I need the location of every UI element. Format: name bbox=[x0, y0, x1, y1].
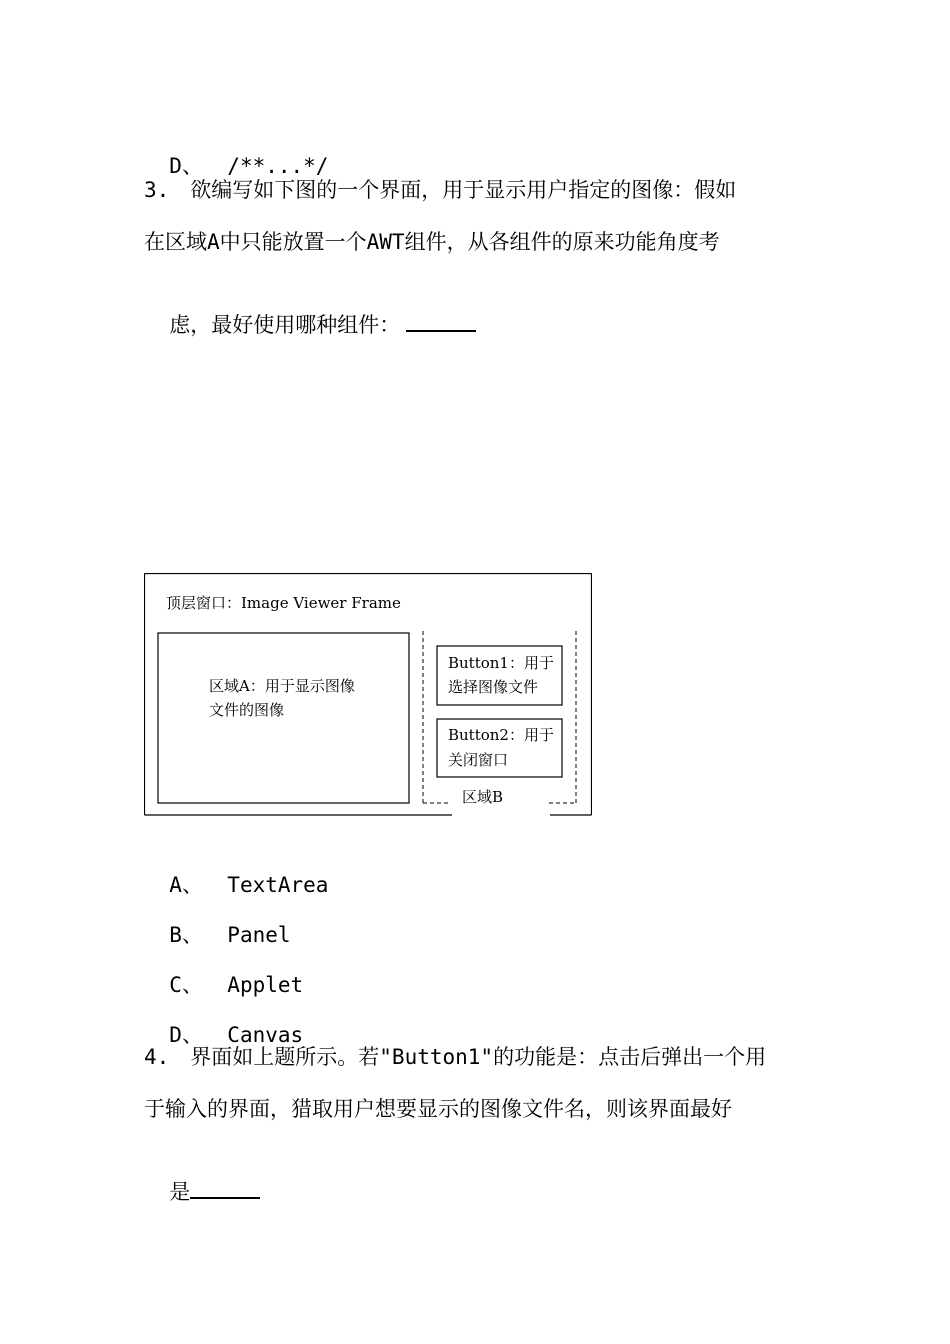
option-text: TextArea bbox=[227, 873, 329, 897]
q4-line-1: 4. 界面如上题所示。若"Button1"的功能是：点击后弹出一个用 bbox=[144, 1045, 767, 1069]
q3-line-2: 在区域A中只能放置一个AWT组件，从各组件的原来功能角度考 bbox=[144, 230, 720, 254]
option-b bbox=[144, 893, 291, 949]
option-text: /**...*/ bbox=[227, 154, 329, 178]
option-text: Canvas bbox=[227, 1023, 304, 1047]
area-a-label-2: 文件的图像 bbox=[209, 701, 285, 719]
option-d-prev bbox=[144, 124, 328, 180]
option-letter: B、 bbox=[169, 923, 203, 947]
option-letter: D、 bbox=[169, 1023, 203, 1047]
option-text: Applet bbox=[227, 973, 304, 997]
button2-label-2: 关闭窗口 bbox=[448, 751, 509, 769]
area-a-label-1: 区域A：用于显示图像 bbox=[209, 677, 355, 695]
option-a bbox=[144, 843, 328, 899]
area-b-label: 区域B bbox=[462, 788, 504, 806]
option-letter: A、 bbox=[169, 873, 203, 897]
option-letter: C、 bbox=[169, 973, 203, 997]
option-text: Panel bbox=[227, 923, 291, 947]
answer-blank bbox=[406, 308, 476, 332]
button1-label-1: Button1：用于 bbox=[448, 654, 554, 672]
window-title: 顶层窗口：Image Viewer Frame bbox=[166, 594, 401, 612]
gui-layout-figure bbox=[144, 573, 592, 816]
q4-line-2: 于输入的界面，猎取用户想要显示的图像文件名，则该界面最好 bbox=[144, 1097, 732, 1121]
option-letter: D、 bbox=[169, 154, 203, 178]
q4-line-3 bbox=[144, 1147, 260, 1206]
answer-blank bbox=[190, 1175, 260, 1199]
q3-line-3-text: 虑，最好使用哪种组件： bbox=[169, 313, 401, 337]
q3-line-1: 3. 欲编写如下图的一个界面，用于显示用户指定的图像：假如 bbox=[144, 178, 737, 202]
button2-label-1: Button2：用于 bbox=[448, 726, 554, 744]
button1-label-2: 选择图像文件 bbox=[448, 678, 539, 696]
q3-line-3 bbox=[144, 280, 476, 339]
q4-line-3-text: 是 bbox=[169, 1180, 191, 1204]
option-d bbox=[144, 993, 303, 1049]
option-c bbox=[144, 943, 303, 999]
